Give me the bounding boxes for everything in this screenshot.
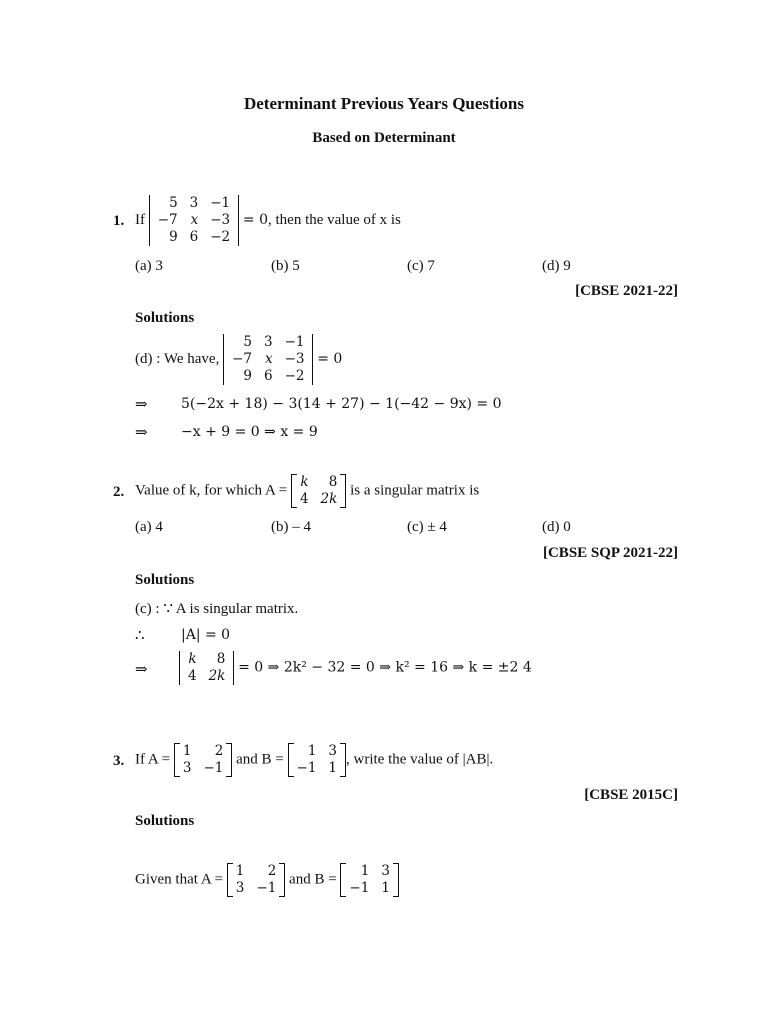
q1-option-b: (b) 5 — [271, 258, 300, 274]
q1-step-1: 5(−2x + 18) − 3(14 + 27) − 1(−42 − 9x) = 0 — [181, 396, 502, 412]
q3-source: [CBSE 2015C] — [584, 787, 678, 803]
q2-number: 2. — [113, 484, 125, 500]
q3-matrix-b: 1 3 −1 1 — [288, 743, 347, 777]
q3-solutions-label: Solutions — [135, 813, 195, 829]
q3-number: 3. — [113, 753, 125, 769]
q1-arrow-2: ⇒ — [135, 425, 148, 441]
q2-option-b: (b) – 4 — [271, 519, 311, 535]
q2-solutions-label: Solutions — [135, 572, 195, 588]
q2-option-d: (d) 0 — [542, 519, 571, 535]
q1-statement: If 5 3 −1 −7 x −3 9 6 −2 = 0, then the value of x is — [135, 195, 401, 245]
q2-solution-determinant: k 8 4 2k — [179, 651, 234, 685]
q1-solutions-label: Solutions — [135, 310, 195, 326]
q1-determinant: 5 3 −1 −7 x −3 9 6 −2 — [149, 195, 239, 246]
q1-solution-determinant: 5 3 −1 −7 x −3 9 6 −2 — [223, 334, 313, 385]
q2-statement: Value of k, for which A = k 8 4 2k is a singular matrix is — [135, 474, 480, 507]
q3-given: Given that A = 1 2 3 −1 and B = 1 3 −1 1 — [135, 863, 399, 897]
q1-option-a: (a) 3 — [135, 258, 163, 274]
q2-solution-line-3: k 8 4 2k = 0 ⇒ 2k² − 32 = 0 ⇒ k² = 16 ⇒ k = ±2 4 — [179, 651, 532, 685]
q2-matrix: k 8 4 2k — [291, 474, 346, 508]
page-subtitle: Based on Determinant — [312, 130, 456, 146]
q1-solution-intro: (d) : We have, 5 3 −1 −7 x −3 9 6 −2 = 0 — [135, 334, 343, 384]
q3-given-matrix-b: 1 3 −1 1 — [340, 863, 399, 897]
q1-number: 1. — [113, 213, 125, 229]
q2-solution-line-2: |A| = 0 — [181, 627, 231, 643]
q2-arrow: ⇒ — [135, 662, 148, 678]
q1-source: [CBSE 2021-22] — [575, 283, 678, 299]
q2-option-c: (c) ± 4 — [407, 519, 447, 535]
q3-matrix-a: 1 2 3 −1 — [174, 743, 233, 777]
q3-statement: If A = 1 2 3 −1 and B = 1 3 −1 1 , write the value of |AB|. — [135, 743, 494, 776]
q1-step-2: −x + 9 = 0 ⇒ x = 9 — [181, 424, 318, 440]
q1-option-c: (c) 7 — [407, 258, 435, 274]
q2-solution-line-1: (c) : ∵ A is singular matrix. — [135, 601, 299, 617]
q2-option-a: (a) 4 — [135, 519, 163, 535]
q2-source: [CBSE SQP 2021-22] — [542, 545, 678, 561]
q1-if: If — [135, 211, 145, 228]
q2-therefore: ∴ — [135, 628, 145, 644]
q1-arrow-1: ⇒ — [135, 397, 148, 413]
page-title: Determinant Previous Years Questions — [243, 94, 524, 113]
q1-option-d: (d) 9 — [542, 258, 571, 274]
q3-given-matrix-a: 1 2 3 −1 — [227, 863, 286, 897]
